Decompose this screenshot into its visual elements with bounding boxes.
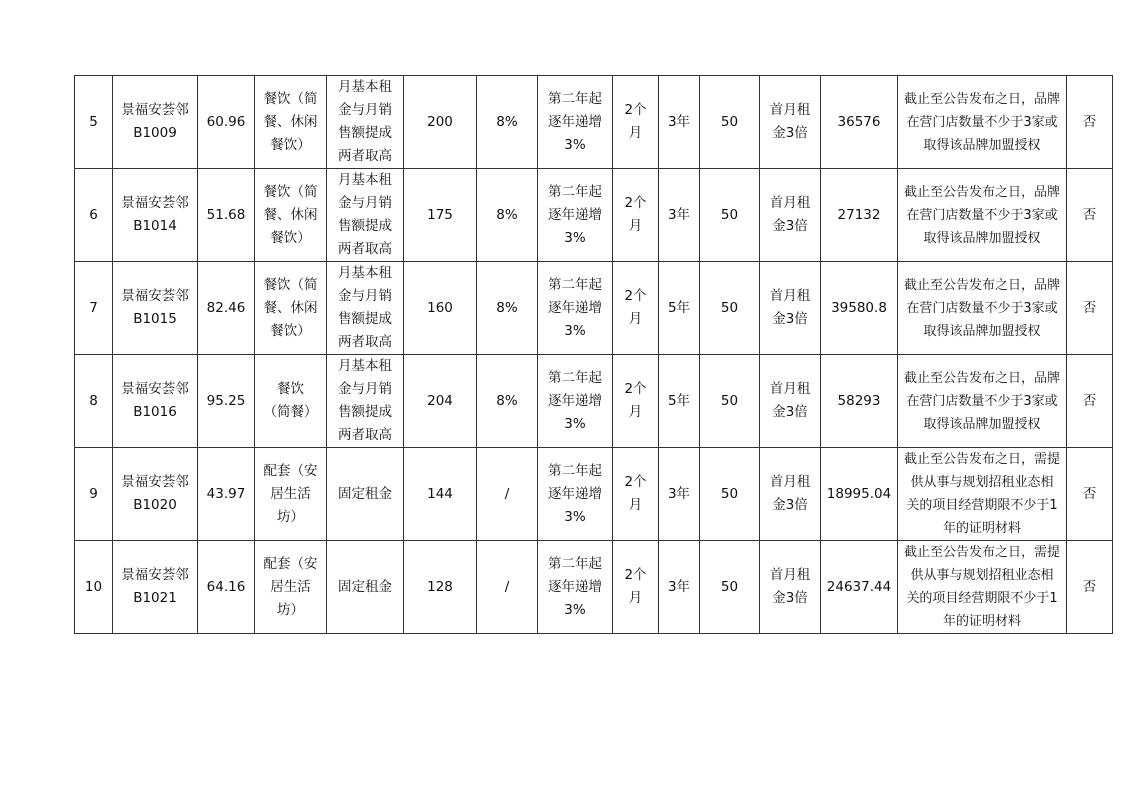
table-row [75,262,1113,355]
qualification-requirement: 截止至公告发布之日，需提 供从事与规划招租业态相 关的项目经营期限不少于1 年的证明材料 [898,541,1067,634]
rent-mode: 月基本租 金与月销 售额提成 两者取高 [327,355,404,448]
amount: 24637.44 [821,541,898,634]
row-number: 6 [75,169,113,262]
property-fee: 50 [700,355,760,448]
amount: 39580.8 [821,262,898,355]
amount: 36576 [821,76,898,169]
unit-name: 景福安荟邻 B1016 [113,355,198,448]
table-row [75,169,1113,262]
deposit: 首月租 金3倍 [760,448,821,541]
lease-term: 5年 [659,262,700,355]
row-number: 8 [75,355,113,448]
base-rent: 160 [404,262,477,355]
lease-table [74,75,1113,634]
area-value: 60.96 [198,76,255,169]
area-value: 95.25 [198,355,255,448]
deposit: 首月租 金3倍 [760,169,821,262]
deposit: 首月租 金3倍 [760,541,821,634]
flag-value: 否 [1067,76,1113,169]
lease-term: 3年 [659,448,700,541]
base-rent: 204 [404,355,477,448]
unit-name: 景福安荟邻 B1020 [113,448,198,541]
table-row [75,355,1113,448]
flag-value: 否 [1067,541,1113,634]
business-type: 餐饮（简 餐、休闲 餐饮） [255,262,327,355]
unit-name: 景福安荟邻 B1015 [113,262,198,355]
rent-increase: 第二年起 逐年递增 3% [538,262,613,355]
business-type: 配套（安 居生活 坊） [255,541,327,634]
commission-rate: 8% [477,169,538,262]
qualification-requirement: 截止至公告发布之日，品牌 在营门店数量不少于3家或 取得该品牌加盟授权 [898,262,1067,355]
rent-mode: 固定租金 [327,541,404,634]
flag-value: 否 [1067,355,1113,448]
unit-name: 景福安荟邻 B1009 [113,76,198,169]
deposit: 首月租 金3倍 [760,355,821,448]
base-rent: 175 [404,169,477,262]
commission-rate: / [477,448,538,541]
commission-rate: 8% [477,262,538,355]
area-value: 82.46 [198,262,255,355]
deposit: 首月租 金3倍 [760,262,821,355]
property-fee: 50 [700,169,760,262]
amount: 27132 [821,169,898,262]
property-fee: 50 [700,262,760,355]
lease-term: 3年 [659,541,700,634]
unit-name: 景福安荟邻 B1021 [113,541,198,634]
qualification-requirement: 截止至公告发布之日，品牌 在营门店数量不少于3家或 取得该品牌加盟授权 [898,76,1067,169]
flag-value: 否 [1067,169,1113,262]
row-number: 7 [75,262,113,355]
property-fee: 50 [700,76,760,169]
rent-free-period: 2个 月 [613,448,659,541]
area-value: 64.16 [198,541,255,634]
area-value: 51.68 [198,169,255,262]
base-rent: 200 [404,76,477,169]
rent-increase: 第二年起 逐年递增 3% [538,169,613,262]
rent-mode: 月基本租 金与月销 售额提成 两者取高 [327,169,404,262]
base-rent: 144 [404,448,477,541]
rent-increase: 第二年起 逐年递增 3% [538,76,613,169]
rent-mode: 月基本租 金与月销 售额提成 两者取高 [327,76,404,169]
property-fee: 50 [700,448,760,541]
table-row [75,448,1113,541]
property-fee: 50 [700,541,760,634]
qualification-requirement: 截止至公告发布之日，品牌 在营门店数量不少于3家或 取得该品牌加盟授权 [898,355,1067,448]
deposit: 首月租 金3倍 [760,76,821,169]
rent-mode: 月基本租 金与月销 售额提成 两者取高 [327,262,404,355]
business-type: 餐饮 （简餐） [255,355,327,448]
rent-increase: 第二年起 逐年递增 3% [538,448,613,541]
area-value: 43.97 [198,448,255,541]
business-type: 配套（安 居生活 坊） [255,448,327,541]
table-row [75,541,1113,634]
commission-rate: / [477,541,538,634]
amount: 58293 [821,355,898,448]
rent-free-period: 2个 月 [613,169,659,262]
rent-mode: 固定租金 [327,448,404,541]
flag-value: 否 [1067,448,1113,541]
table-row [75,76,1113,169]
rent-free-period: 2个 月 [613,541,659,634]
lease-term: 5年 [659,355,700,448]
qualification-requirement: 截止至公告发布之日，品牌 在营门店数量不少于3家或 取得该品牌加盟授权 [898,169,1067,262]
rent-increase: 第二年起 逐年递增 3% [538,541,613,634]
row-number: 5 [75,76,113,169]
row-number: 9 [75,448,113,541]
base-rent: 128 [404,541,477,634]
lease-term: 3年 [659,76,700,169]
commission-rate: 8% [477,355,538,448]
rent-increase: 第二年起 逐年递增 3% [538,355,613,448]
row-number: 10 [75,541,113,634]
rent-free-period: 2个 月 [613,355,659,448]
amount: 18995.04 [821,448,898,541]
flag-value: 否 [1067,262,1113,355]
lease-term: 3年 [659,169,700,262]
business-type: 餐饮（简 餐、休闲 餐饮） [255,76,327,169]
qualification-requirement: 截止至公告发布之日，需提 供从事与规划招租业态相 关的项目经营期限不少于1 年的证明材料 [898,448,1067,541]
table-body [75,76,1113,634]
unit-name: 景福安荟邻 B1014 [113,169,198,262]
commission-rate: 8% [477,76,538,169]
rent-free-period: 2个 月 [613,262,659,355]
business-type: 餐饮（简 餐、休闲 餐饮） [255,169,327,262]
rent-free-period: 2个 月 [613,76,659,169]
